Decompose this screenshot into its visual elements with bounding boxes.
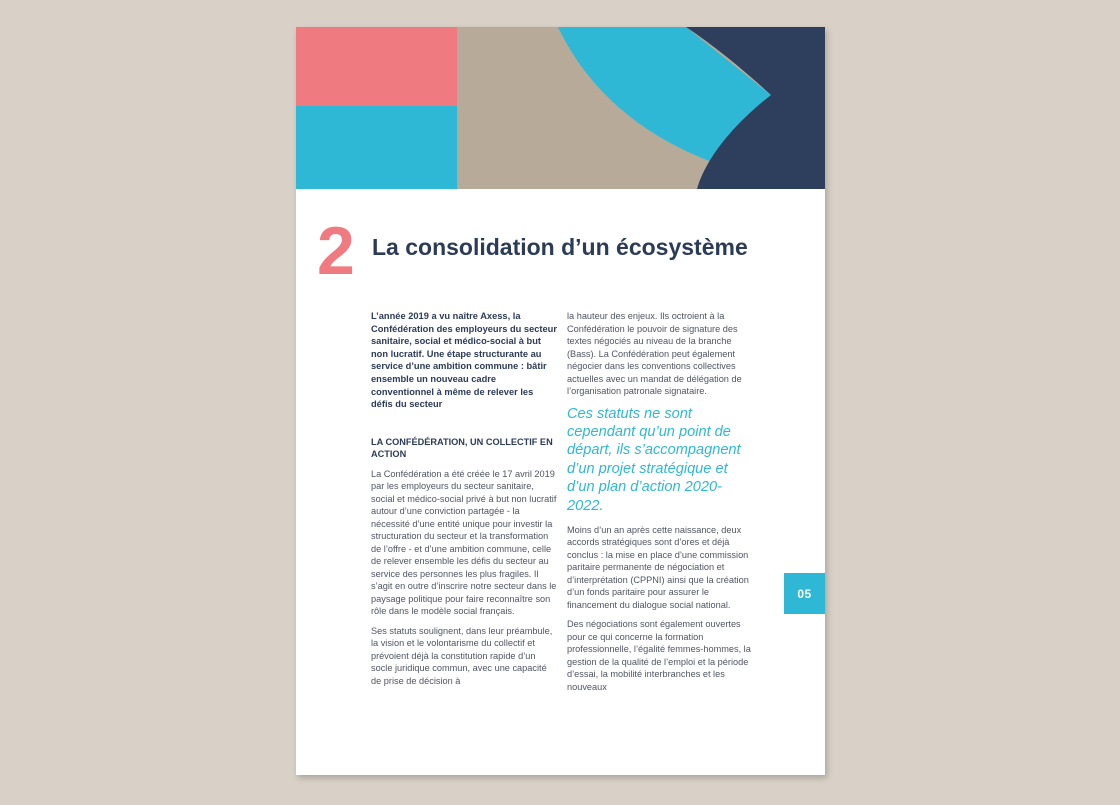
body-paragraph: Ses statuts soulignent, dans leur préambule, la vision et le volontarisme du collectif et prévoient déjà la constitution rapide d’un socle juridique commun, avec une capacité de prise de décision à bbox=[371, 625, 553, 686]
page-number: 05 bbox=[784, 573, 825, 614]
pull-quote: Ces statuts ne sont cependant qu’un point de départ, ils s’accompagnent d’un projet stratégique et d’un plan d’action 2020-2022. bbox=[567, 405, 741, 514]
chapter-number: 2 bbox=[317, 213, 354, 289]
intro-paragraph: L’année 2019 a vu naître Axess, la Confédération des employeurs du secteur sanitaire, social et médico-social à but non lucratif. Une étape structurante au service d’une ambition commune : bâtir ensemble un nouveau cadre conventionnel à même de relever les défis du secteur bbox=[371, 311, 557, 410]
document-page bbox=[296, 27, 825, 775]
body-paragraph: Moins d’un an après cette naissance, deux accords stratégiques sont d’ores et déjà conclus : la mise en place d’une commission paritaire permanente de négociation et d’interprétation (CPPNI) ainsi que la création d’un fonds paritaire pour assurer le financement du dialogue social national. bbox=[567, 524, 749, 610]
cyan-block bbox=[296, 106, 457, 189]
coral-block bbox=[296, 27, 457, 106]
body-paragraph: La Confédération a été créée le 17 avril 2019 par les employeurs du secteur sanitaire, social et médico-social privé à but non lucratif autour d’une conviction partagée - la nécessité d’une entité unique pour investir la structuration du secteur et la transformation de l’offre - et d’une ambition commune, celle de relever ensemble les défis du secteur au service des personnes les plus fragiles. Il s’agit en outre d’inscrire notre secteur dans le paysage politique pour faire reconnaître son rôle dans le modèle social français. bbox=[371, 468, 557, 617]
body-paragraph: la hauteur des enjeux. Ils octroient à la Confédération le pouvoir de signature des textes négociés au niveau de la branche (Bass). La Confédération peut également négocier dans les conventions collectives actuelles avec un mandat de délégation de l’organisation patronale signataire. bbox=[567, 311, 742, 396]
section-heading: LA CONFÉDÉRATION, UN COLLECTIF EN ACTION bbox=[371, 436, 553, 460]
left-column bbox=[371, 310, 557, 694]
body-paragraph: Des négociations sont également ouvertes pour ce qui concerne la formation professionnelle, l’égalité femmes-hommes, la gestion de la qualité de l’emploi et la période d’essai, la mobilité interbranches et les nouveaux bbox=[567, 619, 751, 692]
right-column bbox=[567, 310, 753, 700]
decorative-banner bbox=[296, 27, 825, 189]
chapter-title: La consolidation d’un écosystème bbox=[372, 234, 748, 260]
